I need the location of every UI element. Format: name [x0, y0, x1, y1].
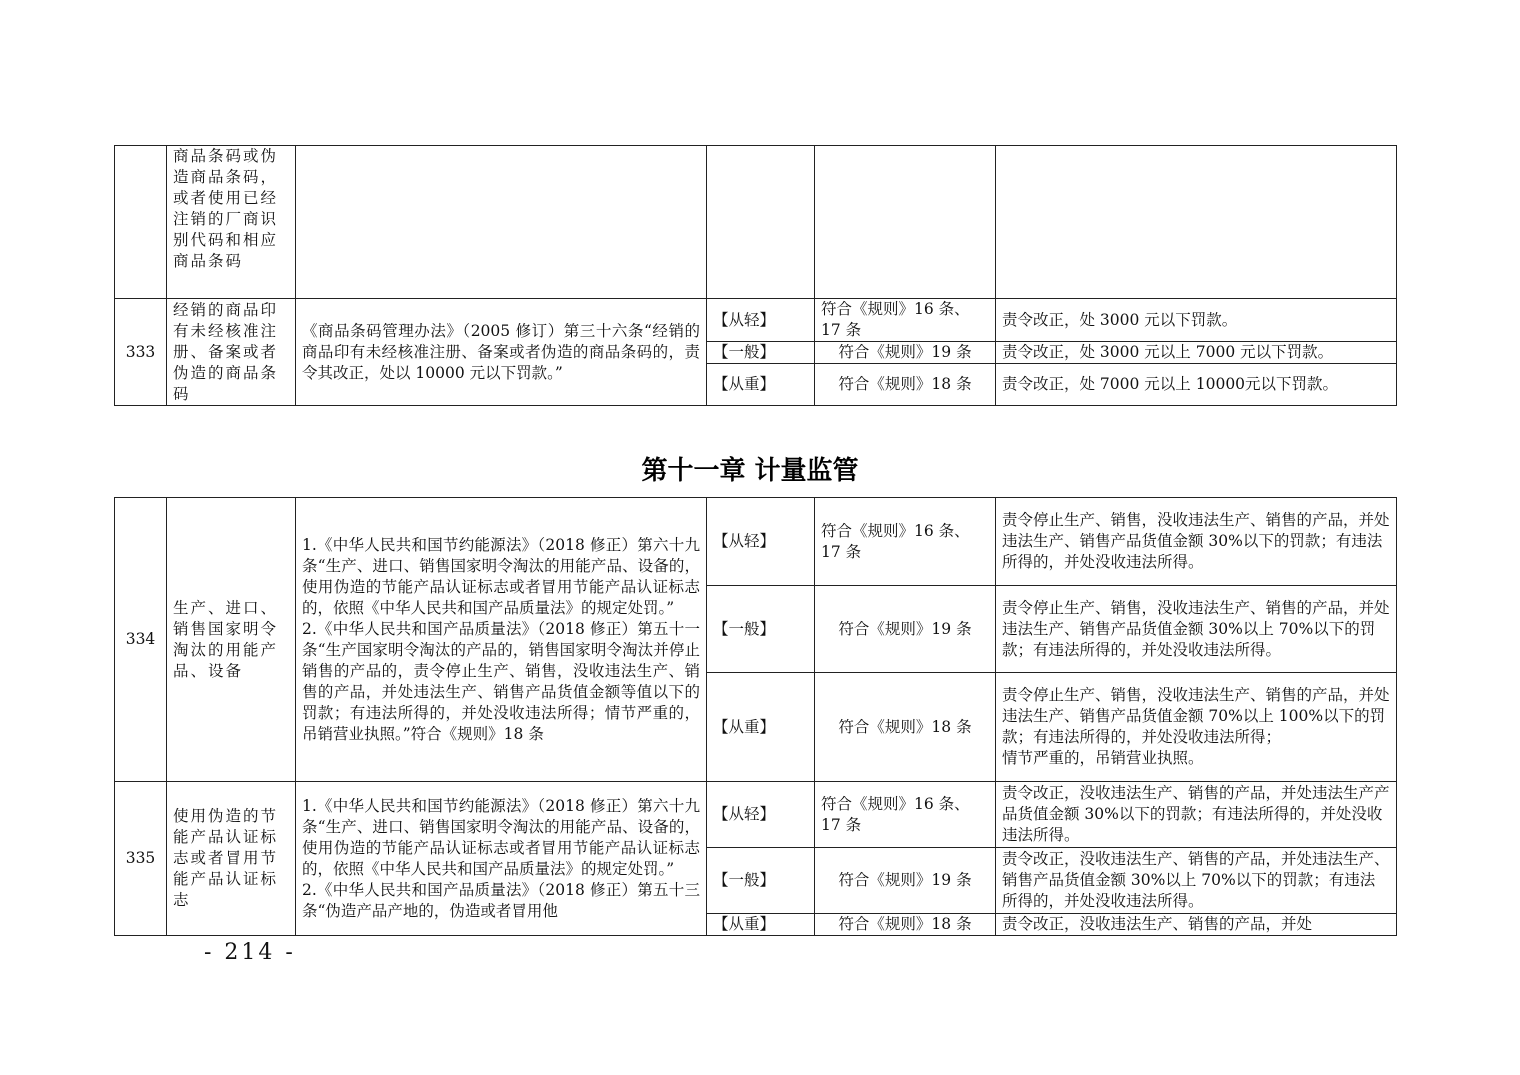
level-cell: 【从轻】	[707, 498, 815, 586]
condition-cell: 符合《规则》16 条、17 条	[815, 299, 996, 342]
penalty-standard-cell: 责令改正，没收违法生产、销售的产品，并处违法生产、销售产品货值金额 30%以上 70%以下的罚款；有违法所得的，并处没收违法所得。	[996, 848, 1397, 914]
penalty-standard-cell	[996, 146, 1397, 299]
condition-cell: 符合《规则》18 条	[815, 673, 996, 782]
violation-item-cell: 经销的商品印有未经核准注册、备案或者伪造的商品条码	[167, 299, 296, 406]
condition-cell	[815, 146, 996, 299]
violation-item-cell: 商品条码或伪造商品条码，或者使用已经注销的厂商识别代码和相应商品条码	[167, 146, 296, 299]
legal-basis-cell: 1.《中华人民共和国节约能源法》（2018 修正）第六十九条“生产、进口、销售国家明令淘汰的用能产品、设备的，使用伪造的节能产品认证标志或者冒用节能产品认证标志的，依照《中华人民共和国产品质量法》的规定处罚。” 2.《中华人民共和国产品质量法》（2018 修正）第五十一条“生产国家明令淘汰的产品的，销售国家明令淘汰并停止销售的产品的，责令停止生产、销售，没收违法生产、销售的产品，并处违法生产、销售产品货值金额等值以下的罚款；有违法所得的，并处没收违法所得；情节严重的，吊销营业执照。”符合《规则》18 条	[296, 498, 707, 782]
penalty-standard-cell: 责令改正，没收违法生产、销售的产品，并处	[996, 914, 1397, 936]
legal-basis-cell: 1.《中华人民共和国节约能源法》（2018 修正）第六十九条“生产、进口、销售国家明令淘汰的用能产品、设备的，使用伪造的节能产品认证标志或者冒用节能产品认证标志的，依照《中华人民共和国产品质量法》的规定处罚。” 2.《中华人民共和国产品质量法》（2018 修正）第五十三条“伪造产品产地的，伪造或者冒用他	[296, 782, 707, 936]
level-cell: 【一般】	[707, 342, 815, 364]
violation-item-cell: 生产、进口、销售国家明令淘汰的用能产品、设备	[167, 498, 296, 782]
condition-cell: 符合《规则》19 条	[815, 848, 996, 914]
violation-item-cell: 使用伪造的节能产品认证标志或者冒用节能产品认证标志	[167, 782, 296, 936]
penalty-standard-cell: 责令改正，没收违法生产、销售的产品，并处违法生产产品货值金额 30%以下的罚款；有违法所得的，并处没收违法所得。	[996, 782, 1397, 848]
condition-cell: 符合《规则》18 条	[815, 364, 996, 406]
chapter-title: 第十一章 计量监管	[641, 456, 859, 486]
level-cell: 【一般】	[707, 848, 815, 914]
level-cell: 【从重】	[707, 364, 815, 406]
penalty-standard-cell: 责令改正，处 3000 元以上 7000 元以下罚款。	[996, 342, 1397, 364]
table-row	[115, 299, 1397, 342]
condition-cell: 符合《规则》19 条	[815, 586, 996, 673]
penalty-standard-cell: 责令改正，处 3000 元以下罚款。	[996, 299, 1397, 342]
level-cell: 【从轻】	[707, 782, 815, 848]
level-cell: 【从轻】	[707, 299, 815, 342]
level-cell	[707, 146, 815, 299]
level-cell: 【从重】	[707, 673, 815, 782]
table-row	[115, 782, 1397, 848]
row-number-cell	[115, 146, 167, 299]
legal-basis-cell	[296, 146, 707, 299]
row-number-cell: 335	[115, 782, 167, 936]
penalty-table-top	[114, 145, 1397, 406]
penalty-table-bottom	[114, 497, 1397, 936]
condition-cell: 符合《规则》16 条、17 条	[815, 782, 996, 848]
level-cell: 【一般】	[707, 586, 815, 673]
table-row	[115, 498, 1397, 586]
condition-cell: 符合《规则》16 条、17 条	[815, 498, 996, 586]
penalty-standard-cell: 责令停止生产、销售，没收违法生产、销售的产品，并处违法生产、销售产品货值金额 30%以下的罚款；有违法所得的，并处没收违法所得。	[996, 498, 1397, 586]
penalty-standard-cell: 责令停止生产、销售，没收违法生产、销售的产品，并处违法生产、销售产品货值金额 30%以上 70%以下的罚款；有违法所得的，并处没收违法所得。	[996, 586, 1397, 673]
level-cell: 【从重】	[707, 914, 815, 936]
row-number-cell: 334	[115, 498, 167, 782]
penalty-standard-cell: 责令停止生产、销售，没收违法生产、销售的产品，并处违法生产、销售产品货值金额 70%以上 100%以下的罚款；有违法所得的，并处没收违法所得； 情节严重的，吊销营业执照。	[996, 673, 1397, 782]
condition-cell: 符合《规则》18 条	[815, 914, 996, 936]
page-number: - 214 -	[204, 940, 296, 965]
penalty-standard-cell: 责令改正，处 7000 元以上 10000元以下罚款。	[996, 364, 1397, 406]
condition-cell: 符合《规则》19 条	[815, 342, 996, 364]
row-number-cell: 333	[115, 299, 167, 406]
table-row	[115, 146, 1397, 299]
legal-basis-cell: 《商品条码管理办法》（2005 修订）第三十六条“经销的商品印有未经核准注册、备案或者伪造的商品条码的，责令其改正，处以 10000 元以下罚款。”	[296, 299, 707, 406]
